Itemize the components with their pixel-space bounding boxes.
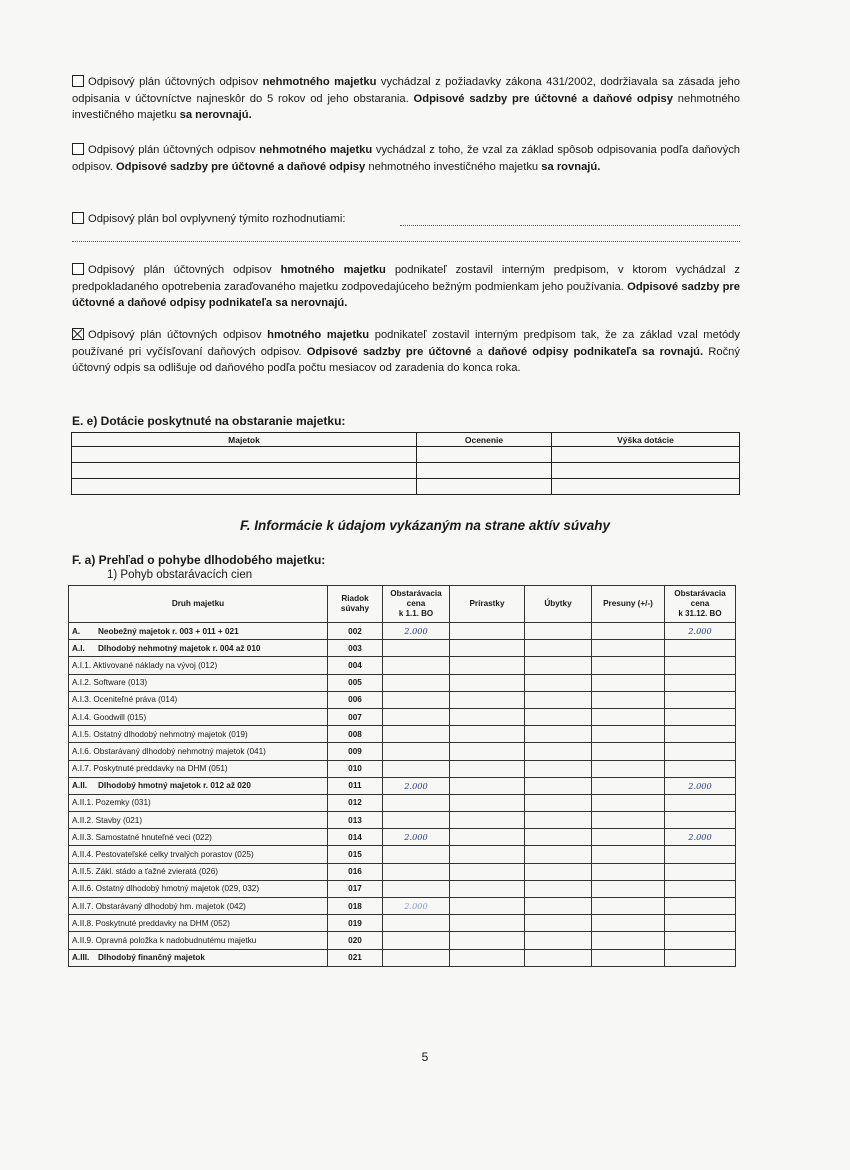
- cell-presuny[interactable]: [592, 640, 665, 657]
- section-fa-subline: 1) Pohyb obstarávacích cien: [107, 569, 253, 581]
- cell-obst2[interactable]: [665, 846, 736, 863]
- cell-prirastky[interactable]: [450, 777, 525, 794]
- cell-presuny[interactable]: [592, 949, 665, 966]
- row-label: A.II.3. Samostatné hnuteľné veci (022): [69, 829, 328, 846]
- cell-ubytky[interactable]: [525, 726, 592, 743]
- row-line: 007: [328, 708, 383, 725]
- bold-text: nehmotného majetku: [262, 76, 377, 88]
- table-row: [69, 726, 736, 743]
- cell-presuny[interactable]: [592, 657, 665, 674]
- row-label: A. Neobežný majetok r. 003 + 011 + 021: [69, 623, 328, 640]
- cell-ubytky[interactable]: [525, 708, 592, 725]
- table-row: [69, 794, 736, 811]
- cell-obst1[interactable]: [383, 812, 450, 829]
- cell-presuny[interactable]: [592, 674, 665, 691]
- row-label: A.I.7. Poskytnuté preddavky na DHM (051): [69, 760, 328, 777]
- table-cell[interactable]: [72, 479, 417, 495]
- table-row: [69, 932, 736, 949]
- column-header-obst1: [383, 586, 450, 623]
- cell-obst1[interactable]: [383, 932, 450, 949]
- cell-ubytky[interactable]: [525, 674, 592, 691]
- cell-ubytky[interactable]: [525, 623, 592, 640]
- paragraph-tangible-equal: [72, 327, 740, 377]
- bold-text: daňové odpisy podnikateľa sa rovnajú.: [487, 345, 704, 358]
- row-line: 008: [328, 726, 383, 743]
- row-line: 006: [328, 691, 383, 708]
- cell-obst1[interactable]: [383, 794, 450, 811]
- row-line: 009: [328, 743, 383, 760]
- fixed-assets-table: [68, 585, 736, 967]
- text: nehmotného investičného majetku: [365, 160, 542, 173]
- cell-obst2[interactable]: [665, 863, 736, 880]
- text: podnikateľ zostavil interným predpisom, v ktorom vychádzal z predpokladaného opotrebenia zaraďovaného majetku zodpovedajúceho bežným podmienkam jeho používania.: [72, 264, 741, 293]
- cell-obst1[interactable]: [383, 915, 450, 932]
- cell-presuny[interactable]: [592, 726, 665, 743]
- table-cell[interactable]: [72, 463, 417, 479]
- text: nehmotného investičného majetku: [72, 92, 741, 121]
- row-line: 013: [328, 812, 383, 829]
- cell-obst1[interactable]: 2.000: [383, 829, 450, 846]
- cell-ubytky[interactable]: [525, 640, 592, 657]
- row-label: A.II.5. Zákl. stádo a ťažné zvieratá (026): [69, 863, 328, 880]
- cell-obst2[interactable]: [665, 949, 736, 966]
- column-header-presuny: Presuny (+/-): [592, 586, 665, 623]
- cell-ubytky[interactable]: [525, 915, 592, 932]
- text: vychádzal z požiadavky zákona 431/2002, dodržiavala sa zásada jeho odpisania v účtovníctve najneskôr do 5 rokov od jeho obstarania.: [72, 76, 741, 105]
- checkbox-intangible-equal[interactable]: [72, 143, 84, 155]
- section-ee-heading: E. e) Dotácie poskytnuté na obstaranie majetku:: [72, 414, 346, 428]
- table-cell[interactable]: [552, 463, 740, 479]
- cell-prirastky[interactable]: [450, 640, 525, 657]
- cell-obst1[interactable]: [383, 846, 450, 863]
- bold-text: sa nerovnajú.: [179, 109, 252, 121]
- row-line: 005: [328, 674, 383, 691]
- column-header-obst2: [665, 586, 736, 623]
- table-row: [69, 674, 736, 691]
- cell-prirastky[interactable]: [450, 949, 525, 966]
- cell-presuny[interactable]: [592, 898, 665, 915]
- table-row: [69, 812, 736, 829]
- cell-ubytky[interactable]: [525, 657, 592, 674]
- table-row: [72, 447, 740, 463]
- table-row: [69, 657, 736, 674]
- cell-obst1[interactable]: 2.000: [383, 623, 450, 640]
- cell-obst2[interactable]: [665, 743, 736, 760]
- header-subtext: k 31.12. BO: [678, 609, 722, 618]
- paragraph-intangible-not-equal: [72, 74, 740, 124]
- cell-ubytky[interactable]: [525, 777, 592, 794]
- bold-text: nehmotného majetku: [259, 144, 373, 156]
- text: vychádzal z toho, že vzal za základ spôsob odpisovania podľa daňových odpisov.: [72, 144, 741, 173]
- dotted-fill-line[interactable]: [72, 240, 740, 242]
- cell-obst1[interactable]: [383, 743, 450, 760]
- header-subtext: k 1.1. BO: [398, 609, 434, 618]
- cell-prirastky[interactable]: [450, 829, 525, 846]
- cell-prirastky[interactable]: [450, 812, 525, 829]
- cell-prirastky[interactable]: [450, 880, 525, 897]
- table-cell[interactable]: [417, 447, 552, 463]
- cell-obst2[interactable]: [665, 708, 736, 725]
- text: Ročný účtovný odpis sa odlišuje od daňového podľa počtu mesiacov od zaradenia do konca roka.: [72, 345, 740, 374]
- table-row: [69, 623, 736, 640]
- cell-ubytky[interactable]: [525, 846, 592, 863]
- cell-obst1[interactable]: [383, 760, 450, 777]
- row-line: 014: [328, 829, 383, 846]
- cell-obst2[interactable]: [665, 915, 736, 932]
- cell-prirastky[interactable]: [450, 846, 525, 863]
- table-cell[interactable]: [417, 479, 552, 495]
- cell-obst1[interactable]: 2.000: [383, 777, 450, 794]
- row-line: 021: [328, 949, 383, 966]
- table-cell[interactable]: [552, 479, 740, 495]
- table-cell[interactable]: [552, 447, 740, 463]
- row-line: 002: [328, 623, 383, 640]
- cell-presuny[interactable]: [592, 743, 665, 760]
- cell-ubytky[interactable]: [525, 863, 592, 880]
- cell-ubytky[interactable]: [525, 691, 592, 708]
- row-label: A.III. Dlhodobý finančný majetok: [69, 949, 328, 966]
- cell-obst2[interactable]: [665, 726, 736, 743]
- cell-obst2[interactable]: 2.000: [665, 829, 736, 846]
- table-row: [69, 777, 736, 794]
- cell-obst1[interactable]: [383, 726, 450, 743]
- row-label: A.I.1. Aktivované náklady na vývoj (012): [69, 657, 328, 674]
- cell-ubytky[interactable]: [525, 898, 592, 915]
- cell-obst2[interactable]: [665, 932, 736, 949]
- row-label: A.I.4. Goodwill (015): [69, 708, 328, 725]
- cell-obst2[interactable]: [665, 691, 736, 708]
- cell-ubytky[interactable]: [525, 949, 592, 966]
- table-row: [69, 691, 736, 708]
- cell-obst1[interactable]: [383, 640, 450, 657]
- row-label: A.II.8. Poskytnuté preddavky na DHM (052): [69, 915, 328, 932]
- table-row: [69, 743, 736, 760]
- bold-text: Odpisové sadzby pre účtovné a daňové odpisy podnikateľa sa nerovnajú.: [72, 280, 740, 309]
- cell-ubytky[interactable]: [525, 760, 592, 777]
- cell-ubytky[interactable]: [525, 829, 592, 846]
- row-line: 018: [328, 898, 383, 915]
- row-label: A.I. Dlhodobý nehmotný majetok r. 004 až 010: [69, 640, 328, 657]
- cell-obst1[interactable]: [383, 657, 450, 674]
- table-row: [69, 915, 736, 932]
- section-f-title: F. Informácie k údajom vykázaným na strane aktív súvahy: [240, 518, 610, 533]
- checkbox-tangible-not-equal[interactable]: [72, 263, 84, 275]
- row-label: A.II.1. Pozemky (031): [69, 794, 328, 811]
- row-line: 004: [328, 657, 383, 674]
- row-label: A.I.5. Ostatný dlhodobý nehmotný majetok (019): [69, 726, 328, 743]
- paragraph-intangible-equal: [72, 142, 740, 175]
- table-row: [72, 479, 740, 495]
- row-label: A.II.4. Pestovateľské celky trvalých porastov (025): [69, 846, 328, 863]
- cell-prirastky[interactable]: [450, 657, 525, 674]
- row-label: A.II.2. Stavby (021): [69, 812, 328, 829]
- table-row: [69, 863, 736, 880]
- bold-text: Odpisové sadzby pre účtovné a daňové odpisy: [413, 92, 673, 105]
- cell-presuny[interactable]: [592, 880, 665, 897]
- row-line: 020: [328, 932, 383, 949]
- cell-presuny[interactable]: [592, 691, 665, 708]
- paragraph-tangible-not-equal: [72, 262, 740, 312]
- row-line: 016: [328, 863, 383, 880]
- table-row: [72, 463, 740, 479]
- cell-presuny[interactable]: [592, 623, 665, 640]
- table-row: [69, 880, 736, 897]
- cell-prirastky[interactable]: [450, 726, 525, 743]
- cell-obst2[interactable]: [665, 674, 736, 691]
- column-header-druh: Druh majetku: [69, 586, 328, 623]
- cell-obst2[interactable]: [665, 794, 736, 811]
- text: Odpisový plán účtovných odpisov: [88, 76, 263, 88]
- column-header: Výška dotácie: [552, 433, 740, 447]
- cell-prirastky[interactable]: [450, 932, 525, 949]
- cell-ubytky[interactable]: [525, 932, 592, 949]
- bold-text: Odpisové sadzby pre účtovné a daňové odpisy: [115, 160, 366, 173]
- table-row: [69, 898, 736, 915]
- bold-text: Odpisové sadzby pre účtovné: [306, 345, 472, 358]
- row-line: 010: [328, 760, 383, 777]
- table-row: [69, 846, 736, 863]
- cell-obst2[interactable]: 2.000: [665, 777, 736, 794]
- cell-prirastky[interactable]: [450, 691, 525, 708]
- cell-prirastky[interactable]: [450, 794, 525, 811]
- cell-prirastky[interactable]: [450, 760, 525, 777]
- row-line: 003: [328, 640, 383, 657]
- text: Odpisový plán bol ovplyvnený týmito rozhodnutiami:: [88, 213, 346, 225]
- row-label: A.I.3. Oceniteľné práva (014): [69, 691, 328, 708]
- cell-ubytky[interactable]: [525, 812, 592, 829]
- table-row: [69, 708, 736, 725]
- column-header: Ocenenie: [417, 433, 552, 447]
- cell-presuny[interactable]: [592, 915, 665, 932]
- cell-ubytky[interactable]: [525, 743, 592, 760]
- cell-obst1[interactable]: [383, 880, 450, 897]
- cell-obst1[interactable]: 2.000: [383, 898, 450, 915]
- cell-ubytky[interactable]: [525, 794, 592, 811]
- cell-prirastky[interactable]: [450, 674, 525, 691]
- row-line: 011: [328, 777, 383, 794]
- text: podnikateľ zostavil interným predpisom tak, že za základ vzal metódy používané pri vyčísľovaní daňových odpisov.: [72, 329, 740, 358]
- cell-obst2[interactable]: [665, 640, 736, 657]
- cell-obst1[interactable]: [383, 949, 450, 966]
- cell-obst1[interactable]: [383, 708, 450, 725]
- table-row: [69, 640, 736, 657]
- text: Odpisový plán účtovných odpisov: [88, 264, 281, 276]
- page-number: 5: [421, 1050, 429, 1064]
- cell-presuny[interactable]: [592, 863, 665, 880]
- text: Odpisový plán účtovných odpisov: [88, 144, 260, 156]
- cell-prirastky[interactable]: [450, 623, 525, 640]
- cell-obst2[interactable]: [665, 898, 736, 915]
- cell-prirastky[interactable]: [450, 898, 525, 915]
- cell-presuny[interactable]: [592, 846, 665, 863]
- row-label: A.II.6. Ostatný dlhodobý hmotný majetok (029, 032): [69, 880, 328, 897]
- cell-presuny[interactable]: [592, 794, 665, 811]
- row-line: 017: [328, 880, 383, 897]
- cell-obst1[interactable]: [383, 674, 450, 691]
- checkbox-tangible-equal[interactable]: [72, 328, 84, 340]
- row-line: 015: [328, 846, 383, 863]
- bold-text: sa rovnajú.: [541, 160, 601, 173]
- row-label: A.II.7. Obstarávaný dlhodobý hm. majetok (042): [69, 898, 328, 915]
- cell-ubytky[interactable]: [525, 880, 592, 897]
- cell-presuny[interactable]: [592, 829, 665, 846]
- cell-presuny[interactable]: [592, 760, 665, 777]
- cell-obst2[interactable]: [665, 812, 736, 829]
- row-label: A.II. Dlhodobý hmotný majetok r. 012 až 020: [69, 777, 328, 794]
- table-row: [69, 949, 736, 966]
- cell-prirastky[interactable]: [450, 915, 525, 932]
- row-line: 012: [328, 794, 383, 811]
- column-header-riadok: Riadok súvahy: [328, 586, 383, 623]
- cell-prirastky[interactable]: [450, 743, 525, 760]
- cell-presuny[interactable]: [592, 932, 665, 949]
- subsidies-table: [71, 432, 740, 495]
- text: Odpisový plán účtovných odpisov: [88, 329, 268, 341]
- text: a: [471, 345, 488, 358]
- row-line: 019: [328, 915, 383, 932]
- cell-presuny[interactable]: [592, 777, 665, 794]
- column-header-ubytky: Úbytky: [525, 586, 592, 623]
- column-header: Majetok: [72, 433, 417, 447]
- row-label: A.I.2. Software (013): [69, 674, 328, 691]
- section-fa-heading: F. a) Prehľad o pohybe dlhodobého majetku:: [72, 553, 326, 567]
- cell-presuny[interactable]: [592, 812, 665, 829]
- cell-obst2[interactable]: [665, 657, 736, 674]
- cell-presuny[interactable]: [592, 708, 665, 725]
- table-cell[interactable]: [72, 447, 417, 463]
- cell-obst2[interactable]: 2.000: [665, 623, 736, 640]
- row-label: A.I.6. Obstarávaný dlhodobý nehmotný majetok (041): [69, 743, 328, 760]
- cell-prirastky[interactable]: [450, 863, 525, 880]
- row-label: A.II.9. Opravná položka k nadobudnutému majetku: [69, 932, 328, 949]
- cell-obst1[interactable]: [383, 691, 450, 708]
- column-header-prirastky: Prírastky: [450, 586, 525, 623]
- cell-obst2[interactable]: [665, 760, 736, 777]
- dotted-fill-line[interactable]: [400, 224, 740, 226]
- bold-text: hmotného majetku: [280, 264, 386, 276]
- header-text: Obstarávacia cena: [674, 589, 726, 608]
- checkbox-decisions[interactable]: [72, 212, 84, 224]
- table-row: [69, 760, 736, 777]
- header-text: Obstarávacia cena: [390, 589, 442, 608]
- table-cell[interactable]: [417, 463, 552, 479]
- checkbox-intangible-not-equal[interactable]: [72, 75, 84, 87]
- cell-prirastky[interactable]: [450, 708, 525, 725]
- bold-text: hmotného majetku: [267, 329, 370, 341]
- cell-obst1[interactable]: [383, 863, 450, 880]
- cell-obst2[interactable]: [665, 880, 736, 897]
- table-row: [69, 829, 736, 846]
